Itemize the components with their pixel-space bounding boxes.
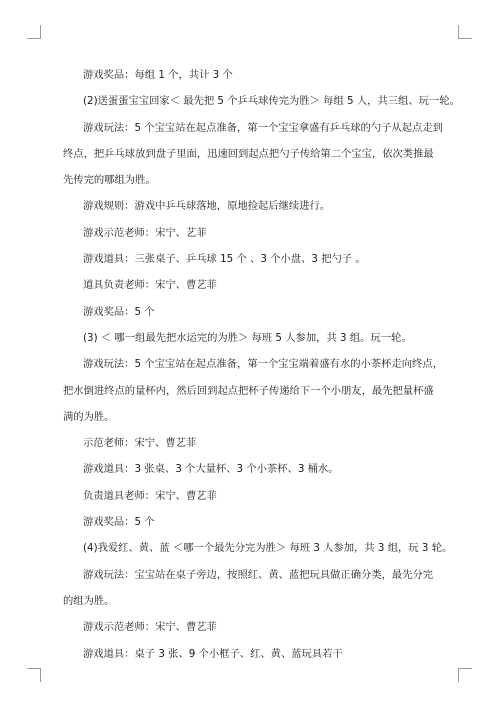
paragraph: 负责道具老师：宋宁、曹艺菲	[83, 489, 217, 502]
crop-mark-top-right	[458, 25, 472, 39]
paragraph: 道具负责老师：宋宁、曹艺菲	[83, 279, 217, 292]
paragraph: 游戏示范老师：宋宁、艺菲	[83, 226, 207, 239]
paragraph: 游戏玩法：5 个宝宝站在起点准备，第一个宝宝拿盛有乒乓球的勺子从起点走到终点，把乒乓球放到盘子里面，迅速回到起点把勺子传给第二个宝宝，依次类推最先传完的哪组为胜。	[63, 121, 443, 187]
paragraph: 游戏玩法：宝宝站在桌子旁边，按照红、黄、蓝把玩具做正确分类，最先分完的组为胜。	[63, 568, 434, 607]
paragraph: 游戏道具：3 张桌、3 个大量杯、3 个小茶杯、3 桶水。	[83, 463, 339, 476]
document-body	[63, 62, 460, 667]
paragraph: 游戏规则：游戏中乒乓球落地，原地捡起后继续进行。	[83, 200, 331, 213]
paragraph: 游戏玩法：5 个宝宝站在起点准备，第一个宝宝端着盛有水的小茶杯走向终点，把水倒进终点的量杯内，然后回到起点把杯子传递给下一个小朋友，最先把量杯盛满的为胜。	[63, 358, 443, 423]
paragraph: 示范老师：宋宁、曹艺菲	[83, 437, 197, 450]
paragraph: 游戏奖品：5 个	[83, 516, 155, 529]
crop-mark-bottom-right	[458, 668, 472, 682]
paragraph: (4)我爱红、黄、蓝 ＜哪一个最先分完为胜＞ 每班 3 人参加，共 3 组，玩 3 轮。	[83, 542, 453, 555]
paragraph: 游戏示范老师：宋宁、曹艺菲	[83, 621, 217, 634]
paragraph: 游戏奖品：5 个	[83, 305, 155, 318]
crop-mark-bottom-left	[27, 668, 41, 682]
paragraph: 游戏道具：桌子 3 张、9 个小框子、红、黄、蓝玩具若干	[83, 647, 343, 660]
paragraph: 游戏道具：三张桌子、乒乓球 15 个 、3 个小盘、3 把勺子 。	[83, 253, 366, 266]
paragraph: 游戏奖品：每组 1 个，共计 3 个	[83, 69, 233, 81]
paragraph: (2)送蛋蛋宝宝回家＜ 最先把 5 个乒乓球传完为胜＞ 每组 5 人，共三组、玩一轮。	[83, 95, 460, 108]
crop-mark-top-left	[27, 25, 41, 39]
paragraph: (3) ＜ 哪一组最先把水运完的为胜＞ 每班 5 人参加，共 3 组。玩一轮。	[83, 331, 412, 344]
